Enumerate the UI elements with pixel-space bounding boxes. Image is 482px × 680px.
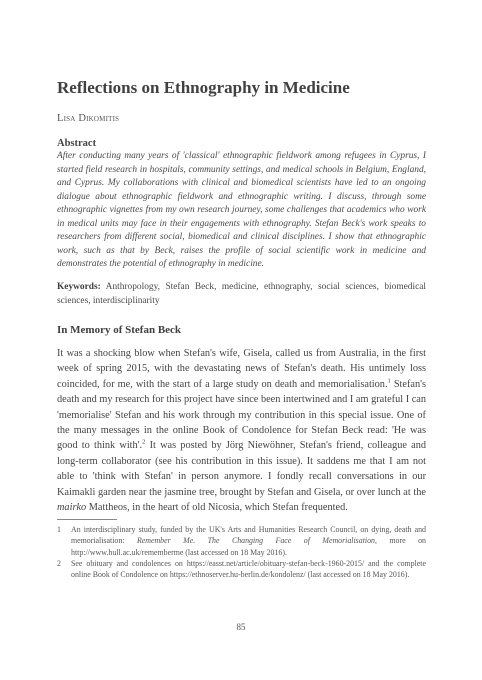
footnote-number: 2 <box>57 558 61 568</box>
footnote-divider <box>57 519 117 520</box>
body-italic-word: mairko <box>57 502 87 514</box>
body-text-4: Mattheos, in the heart of old Nicosia, which Stefan frequented. <box>86 502 348 514</box>
body-paragraph <box>57 346 426 515</box>
footnote-italic-title: Remember Me. The Changing Face of Memorialisation <box>136 536 375 546</box>
keywords-text: Anthropology, Stefan Beck, medicine, ethnography, social sciences, biomedical sciences, interdisciplinarity <box>57 282 426 306</box>
footnote-ref-2[interactable]: 2 <box>142 439 146 447</box>
section-heading: In Memory of Stefan Beck <box>57 324 182 336</box>
page-number: 85 <box>236 622 246 632</box>
footnote-ref-1[interactable]: 1 <box>387 377 391 385</box>
keywords <box>57 281 426 308</box>
abstract-heading: Abstract <box>57 138 97 149</box>
footnote-2 <box>57 558 426 581</box>
paper-title: Reflections on Ethnography in Medicine <box>57 78 350 97</box>
footnote-text: An interdisciplinary study, funded by the UK's Arts and Humanities Research Council, on dying, death and memorialisation: <box>71 525 426 546</box>
author-name: Lisa Dikomitis <box>57 113 120 124</box>
footnote-text-post: , more on http://www.hull.ac.uk/rememberme (last accessed on 18 May 2016). <box>71 536 426 557</box>
body-text-2: Stefan's death and my research for this project have since been intertwined and I am grateful I can 'memorialise' Stefan and his work through my contribution in this special issue. One of the many messages in the online Book of Condolence for Stefan Beck read: 'He was good to think with'. <box>57 378 426 452</box>
footnote-text: See obituary and condolences on https://easst.net/article/obituary-stefan-beck-1960-2015/ and the complete online Book of Condolence on https://ethnoserver.hu-berlin.de/kondolenz/ (last accessed on 18 May 2016). <box>71 558 426 580</box>
footnote-1 <box>57 524 426 558</box>
footnote-number: 1 <box>57 525 61 534</box>
body-text-3: It was posted by Jörg Niewöhner, Stefan's friend, colleague and long-term collaborator (see his contribution in this issue). It saddens me that I am not able to 'think with Stefan' in person anymore. I fondly recall conversations in our Kaimakli garden near the jasmine tree, brought by Stefan and Gisela, or over lunch at the <box>57 440 426 498</box>
abstract-text: After conducting many years of 'classical' ethnographic fieldwork among refugees in Cyprus, I started field research in hospitals, community settings, and medical schools in Belgium, England, and Cyprus. My collaborations with clinical and biomedical scientists have led to an ongoing dialogue about ethnographic fieldwork and ethnographic writing. I discuss, through some ethnographic vignettes from my own research journey, some challenges that academics who work in medical units may face in their engagements with ethnography. Stefan Beck's work speaks to researchers from different social, biomedical and clinical disciplines. I show that ethnographic work, such as that by Beck, raises the profile of social scientific work in medicine and demonstrates the potential of ethnography in medicine. <box>57 151 426 269</box>
keywords-label: Keywords: <box>57 282 101 292</box>
footnotes <box>57 524 426 580</box>
body-text-1: It was a shocking blow when Stefan's wife, Gisela, called us from Australia, in the first week of spring 2015, with the devastating news of Stefan's death. His untimely loss coincided, for me, with the start of a large study on death and memorialisation. <box>57 348 426 390</box>
